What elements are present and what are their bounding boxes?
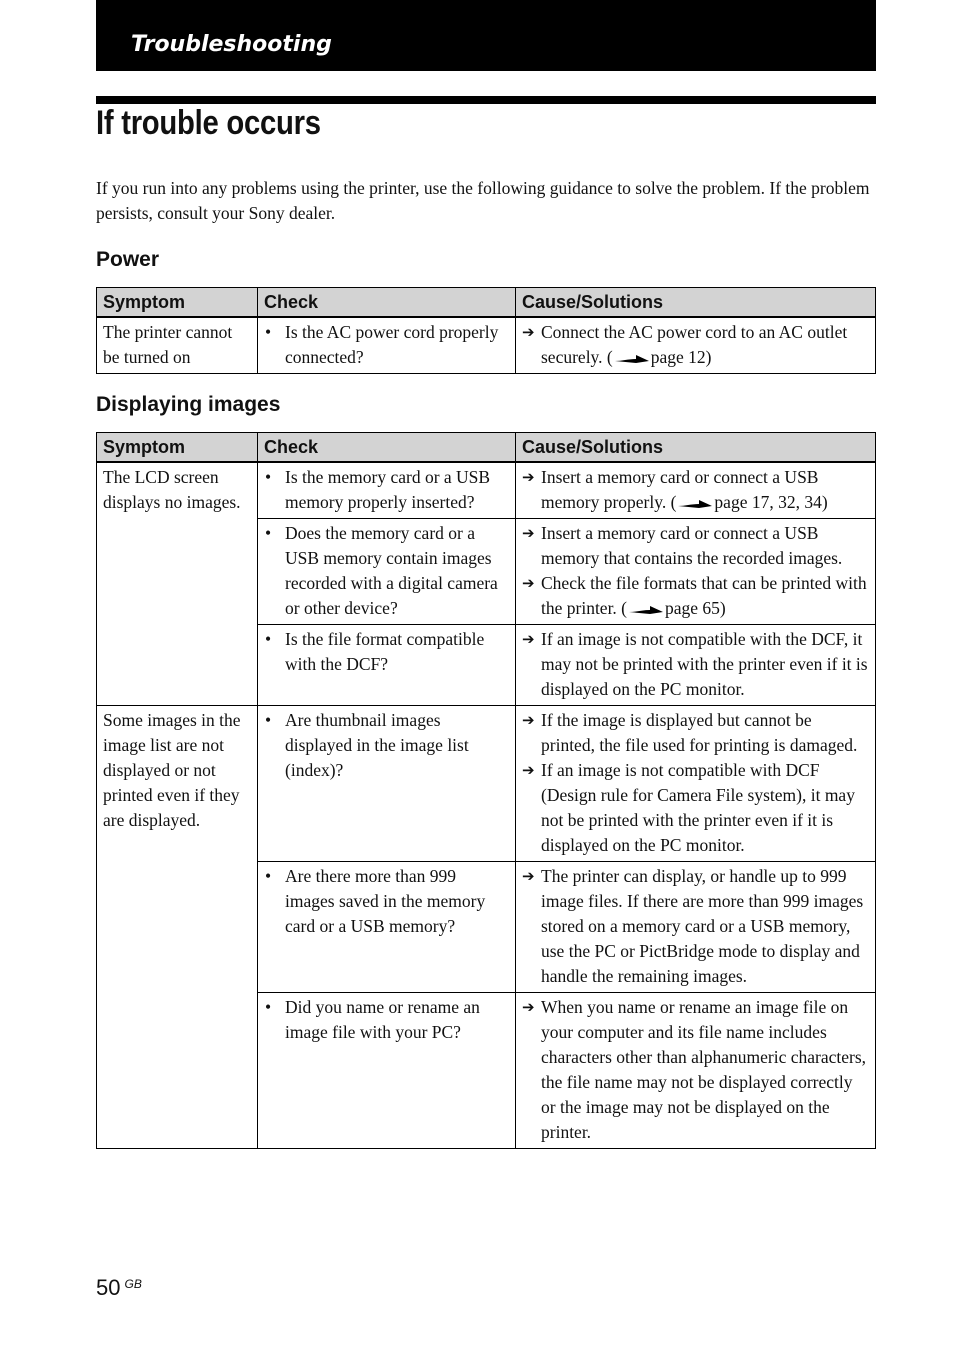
bullet-icon: • — [265, 629, 272, 649]
check-text: Are thumbnail images displayed in the image list (index)? — [285, 710, 469, 780]
check-text: Did you name or rename an image file with your PC? — [285, 997, 480, 1042]
intro-paragraph: If you run into any problems using the printer, use the following guidance to solve the problem. If the problem persists, consult your Sony dealer. — [96, 178, 870, 223]
arrow-icon: ➔ — [522, 761, 535, 779]
displaying-table-header — [97, 433, 876, 463]
page-reference-arrow-icon — [677, 498, 713, 510]
check-cell — [258, 862, 516, 993]
arrow-icon: ➔ — [522, 867, 535, 885]
solution-cell — [516, 706, 876, 862]
title-rule — [96, 96, 876, 104]
check-item — [264, 627, 509, 677]
region-code: GB — [124, 1277, 142, 1291]
solution-item — [522, 995, 869, 1145]
arrow-icon: ➔ — [522, 323, 535, 341]
table-row — [97, 317, 876, 374]
symptom-cell: The LCD screen displays no images. — [97, 462, 258, 706]
cause-column-header: Cause/Solutions — [516, 433, 876, 463]
solution-item — [522, 320, 869, 370]
check-text: Is the memory card or a USB memory properly inserted? — [285, 467, 491, 512]
symptom-column-header: Symptom — [97, 288, 258, 318]
page-reference-arrow-icon — [628, 604, 664, 616]
power-heading: Power — [96, 248, 160, 271]
solution-text: Insert a memory card or connect a USB memory that contains the recorded images. — [541, 523, 843, 568]
solution-cell — [516, 462, 876, 519]
solution-cell — [516, 317, 876, 374]
solution-cell — [516, 519, 876, 625]
solution-item — [522, 758, 869, 858]
arrow-icon: ➔ — [522, 630, 535, 648]
check-cell — [258, 625, 516, 706]
check-item — [264, 995, 509, 1045]
solution-text: The printer can display, or handle up to 999 image files. If there are more than 999 images stored on a memory card or a USB memory, use the PC or PictBridge mode to display and handle the remaining images. — [541, 866, 864, 986]
symptom-cell: Some images in the image list are not displayed or not printed even if they are displayed. — [97, 706, 258, 1149]
page-reference: page 65) — [665, 598, 726, 618]
check-cell — [258, 462, 516, 519]
check-text: Does the memory card or a USB memory contain images recorded with a digital camera or other device? — [285, 523, 498, 618]
solution-text: Connect the AC power cord to an AC outlet securely. ( page 12) — [541, 322, 848, 367]
power-table — [96, 287, 876, 374]
displaying-images-table — [96, 432, 876, 1149]
solution-text: When you name or rename an image file on your computer and its file name includes characters other than alphanumeric characters, the file name may not be displayed correctly or the image may not be displayed on the printer. — [541, 997, 867, 1142]
solution-item — [522, 708, 869, 758]
page-reference: page 12) — [650, 347, 712, 367]
bullet-icon: • — [265, 523, 272, 543]
solution-text: If an image is not compatible with the DCF, it may not be printed with the printer even if it is displayed on the PC monitor. — [541, 629, 868, 699]
section-header-bar — [96, 0, 876, 71]
solution-cell — [516, 625, 876, 706]
symptom-cell: The printer cannot be turned on — [97, 317, 258, 374]
check-item — [264, 864, 509, 939]
check-cell — [258, 706, 516, 862]
page-reference: page 17, 32, 34) — [714, 492, 828, 512]
check-column-header: Check — [258, 288, 516, 318]
check-cell — [258, 519, 516, 625]
arrow-icon: ➔ — [522, 524, 535, 542]
solution-text: If an image is not compatible with DCF (Design rule for Camera File system), it may not be printed with the printer even if it is displayed on the PC monitor. — [541, 760, 855, 855]
arrow-icon: ➔ — [522, 468, 535, 486]
bullet-icon: • — [265, 710, 272, 730]
solution-text: If the image is displayed but cannot be printed, the file used for printing is damaged. — [541, 710, 858, 755]
arrow-icon: ➔ — [522, 711, 535, 729]
solution-item — [522, 627, 869, 702]
solution-cell — [516, 993, 876, 1149]
power-table-header — [97, 288, 876, 318]
solution-cell — [516, 862, 876, 993]
table-row — [97, 706, 876, 862]
page-title: If trouble occurs — [96, 104, 321, 142]
check-cell — [258, 993, 516, 1149]
check-column-header: Check — [258, 433, 516, 463]
bullet-icon: • — [265, 866, 272, 886]
check-item — [264, 521, 509, 621]
section-header-title: Troubleshooting — [131, 32, 332, 57]
page-number-value: 50 — [96, 1275, 121, 1300]
check-item — [264, 708, 509, 783]
bullet-icon: • — [265, 467, 272, 487]
check-text: Are there more than 999 images saved in the memory card or a USB memory? — [285, 866, 486, 936]
check-text: Is the AC power cord properly connected? — [285, 322, 499, 367]
table-row — [97, 462, 876, 519]
solution-text: Check the file formats that can be printed with the printer. ( page 65) — [541, 573, 867, 618]
check-text: Is the file format compatible with the DCF? — [285, 629, 485, 674]
solution-text: Insert a memory card or connect a USB memory properly. ( page 17, 32, 34) — [541, 467, 828, 512]
arrow-icon: ➔ — [522, 574, 535, 592]
solution-item — [522, 571, 869, 621]
check-item — [264, 320, 509, 370]
cause-column-header: Cause/Solutions — [516, 288, 876, 318]
page-number — [96, 1275, 142, 1301]
arrow-icon: ➔ — [522, 998, 535, 1016]
solution-item — [522, 864, 869, 989]
check-item — [264, 465, 509, 515]
solution-item — [522, 465, 869, 515]
displaying-images-heading: Displaying images — [96, 393, 281, 416]
check-cell — [258, 317, 516, 374]
bullet-icon: • — [265, 322, 272, 342]
solution-item — [522, 521, 869, 571]
page-reference-arrow-icon — [614, 353, 650, 365]
bullet-icon: • — [265, 997, 272, 1017]
symptom-column-header: Symptom — [97, 433, 258, 463]
